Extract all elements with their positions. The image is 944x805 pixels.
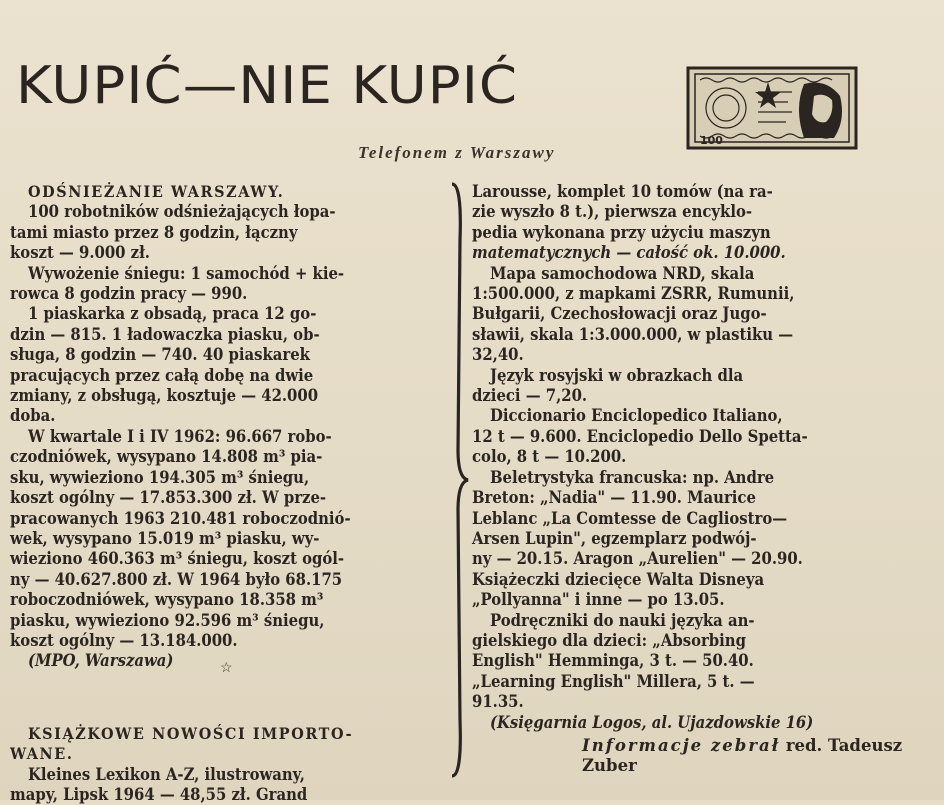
banknote-illustration <box>686 62 862 152</box>
text-line: zmiany, z obsługą, kosztuje — 42.000 <box>10 386 319 406</box>
text-line: tami miasto przez 8 godzin, łączny <box>10 222 298 242</box>
heading-line: KSIĄŻKOWE NOWOŚCI IMPORTO- <box>28 723 354 743</box>
text-line: koszt ogólny — 17.853.300 zł. W prze- <box>10 488 327 508</box>
author-name: red. Tadeusz Zuber <box>582 736 903 776</box>
text-line: Książeczki dziecięce Walta Disneya <box>472 569 765 589</box>
text-line: Podręczniki do nauki języka an- <box>490 610 755 630</box>
text-line: English" Hemminga, 3 t. — 50.40. <box>472 651 754 671</box>
column-divider-brace <box>446 180 470 780</box>
text-line: Larousse, komplet 10 tomów (na ra- <box>472 182 773 201</box>
text-line: Język rosyjski w obrazkach dla <box>490 365 744 385</box>
text-line: Breton: „Nadia" — 11.90. Maurice <box>472 488 756 508</box>
text-line: 91.35. <box>472 692 524 712</box>
text-line: pracujących przez całą dobę na dwie <box>10 365 314 385</box>
text-line: dzin — 815. 1 ładowaczka piasku, ob- <box>10 324 320 344</box>
text-line: ny — 20.15. Aragon „Aurelien" — 20.90. <box>472 549 803 569</box>
text-line: sługa, 8 godzin — 740. 40 piaskarek <box>10 345 310 365</box>
text-line: rowca 8 godzin pracy — 990. <box>10 284 248 304</box>
text-line: sku, wywieziono 194.305 m³ śniegu, <box>10 467 310 487</box>
source-credit: (Księgarnia Logos, al. Ujazdowskie 16) <box>490 712 814 732</box>
text-line: 100 robotników odśnieżających łopa- <box>28 202 336 222</box>
text-line: czodniówek, wysypano 14.808 m³ pia- <box>10 447 323 467</box>
text-line: „Pollyanna" i inne — po 13.05. <box>472 590 725 610</box>
text-line: Arsen Lupin", egzemplarz podwój- <box>472 528 757 548</box>
text-line: Diccionario Enciclopedico Italiano, <box>490 406 783 426</box>
text-line: mapy, Lipsk 1964 — 48,55 zł. Grand <box>10 784 308 804</box>
text-line: gielskiego dla dzieci: „Absorbing <box>472 630 746 650</box>
right-column <box>472 182 904 733</box>
text-line: dzieci — 7,20. <box>472 386 588 406</box>
text-line: 1 piaskarka z obsadą, praca 12 go- <box>28 304 317 324</box>
article-title: KUPIĆ—NIE KUPIĆ <box>16 56 519 116</box>
text-line: doba. <box>10 406 56 426</box>
text-line: koszt — 9.000 zł. <box>10 243 150 263</box>
text-line: colo, 8 t — 10.200. <box>472 447 627 467</box>
left-column <box>10 182 442 805</box>
text-line: sławii, skala 1:3.000.000, w plastiku — <box>472 324 794 344</box>
banknote-denomination: 100 <box>700 134 723 147</box>
text-line: Bułgarii, Czechosłowacji oraz Jugo- <box>472 304 767 324</box>
section-heading-books-cont: WANE. <box>10 744 74 764</box>
text-line: W kwartale I i IV 1962: 96.667 robo- <box>28 426 332 446</box>
text-line: wek, wysypano 15.019 m³ piasku, wy- <box>10 528 320 548</box>
text-line: Wywożenie śniegu: 1 samochód + kie- <box>28 263 345 283</box>
text-line: Leblanc „La Comtesse de Cagliostro— <box>472 508 788 528</box>
text-line: zie wyszło 8 t.), pierwsza encyklo- <box>472 202 753 222</box>
text-line: 12 t — 9.600. Enciclopedio Dello Spetta- <box>472 426 808 446</box>
section-heading-books <box>28 724 442 744</box>
section-separator-star: ☆ <box>220 660 233 676</box>
text-line: 1:500.000, z mapkami ZSRR, Rumunii, <box>472 284 795 304</box>
text-line: Mapa samochodowa NRD, skala <box>490 263 755 283</box>
source-credit: (MPO, Warszawa) <box>28 651 174 671</box>
text-line: pracowanych 1963 210.481 roboczodnió- <box>10 508 351 528</box>
text-line: roboczodniówek, wysypano 18.358 m³ <box>10 590 324 610</box>
text-line: ny — 40.627.800 zł. W 1964 było 68.175 <box>10 569 343 589</box>
text-line: Beletrystyka francuska: np. Andre <box>490 467 775 487</box>
text-line: wieziono 460.363 m³ śniegu, koszt ogól- <box>10 549 345 569</box>
text-line: 32,40. <box>472 345 524 365</box>
text-line: matematycznych — całość ok. 10.000. <box>472 243 786 263</box>
snow-text <box>10 202 442 671</box>
section-heading-snow: ODŚNIEŻANIE WARSZAWY. <box>28 182 285 201</box>
author-signature <box>582 736 944 777</box>
article-subtitle: Telefonem z Warszawy <box>358 143 556 162</box>
signature-line: Informacje zebrał <box>582 736 781 755</box>
text-line: pedia wykonana przy użyciu maszyn <box>472 222 771 242</box>
text-line: „Learning English" Millera, 5 t. — <box>472 671 755 691</box>
text-line: koszt ogólny — 13.184.000. <box>10 630 238 650</box>
text-line: piasku, wywieziono 92.596 m³ śniegu, <box>10 610 325 630</box>
text-line: Kleines Lexikon A-Z, ilustrowany, <box>28 764 305 784</box>
